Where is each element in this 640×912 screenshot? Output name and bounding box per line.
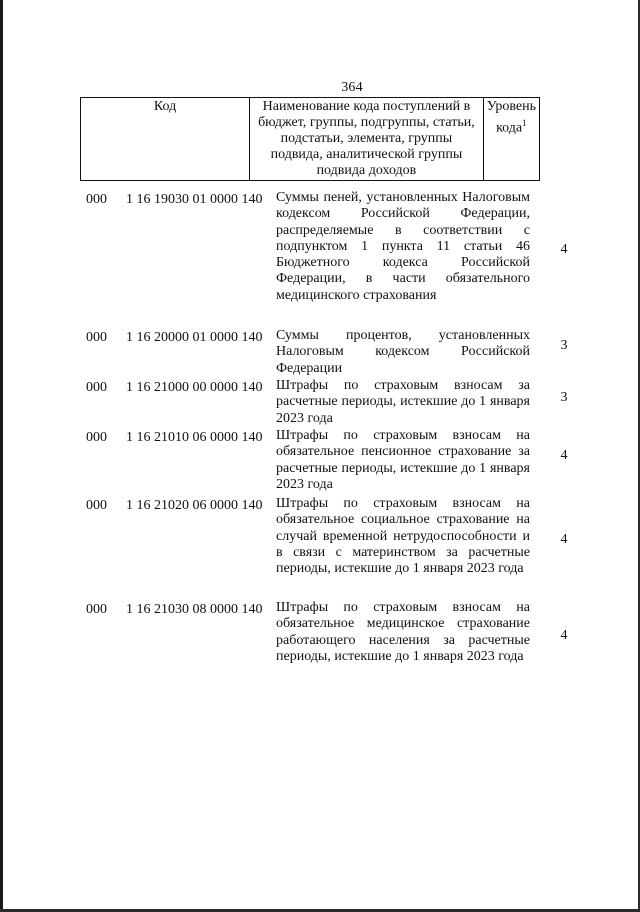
row-admin-code: 000 — [86, 602, 107, 617]
row-level: 4 — [560, 532, 568, 547]
table-row — [86, 328, 586, 374]
row-budget-code: 1 16 21020 06 0000 140 — [126, 498, 263, 513]
row-level: 3 — [560, 338, 568, 353]
row-name: Штрафы по страховым взносам на обязательное пенсионное страхование за расчетные периоды, истекшие до 1 января 2023 года — [276, 428, 530, 492]
row-admin-code: 000 — [86, 330, 107, 345]
row-name: Штрафы по страховым взносам за расчетные периоды, истекшие до 1 января 2023 года — [276, 378, 530, 426]
income-codes-list — [86, 190, 586, 686]
row-budget-code: 1 16 19030 01 0000 140 — [126, 192, 263, 207]
row-admin-code: 000 — [86, 498, 107, 513]
row-admin-code: 000 — [86, 380, 107, 395]
row-budget-code: 1 16 21000 00 0000 140 — [126, 380, 263, 395]
row-level: 4 — [560, 242, 568, 257]
header-code: Код — [81, 98, 250, 181]
header-level — [483, 98, 539, 181]
page-number: 364 — [341, 80, 363, 95]
row-admin-code: 000 — [86, 192, 107, 207]
row-level: 3 — [560, 390, 568, 405]
row-budget-code: 1 16 21010 06 0000 140 — [126, 430, 263, 445]
row-name: Суммы пеней, установленных Налоговым кодексом Российской Федерации, распределяемые в соответствии с подпунктом 1 пункта 11 статьи 46 Бюджетного кодекса Российской Федерации, в части обязательного медицинского страхования — [276, 190, 530, 303]
table-row — [86, 378, 586, 424]
row-budget-code: 1 16 20000 01 0000 140 — [126, 330, 263, 345]
row-level: 4 — [560, 628, 568, 643]
row-name: Суммы процентов, установленных Налоговым кодексом Российской Федерации — [276, 328, 530, 376]
table-row — [86, 190, 586, 324]
row-admin-code: 000 — [86, 430, 107, 445]
row-name: Штрафы по страховым взносам на обязательное медицинское страхование работающего населения за расчетные периоды, истекшие до 1 января 2023 года — [276, 600, 530, 664]
scan-border-left — [0, 0, 3, 912]
table-row — [86, 496, 586, 596]
header-level-footnote: 1 — [522, 118, 527, 128]
table-row — [86, 600, 586, 682]
row-name: Штрафы по страховым взносам на обязательное социальное страхование на случай временной нетрудоспособности и в связи с материнством за расчетные периоды, истекшие до 1 января 2023 года — [276, 496, 530, 577]
row-level: 4 — [560, 448, 568, 463]
header-name: Наименование кода поступлений в бюджет, группы, подгруппы, статьи, подстатьи, элемента, группы подвида, аналитической группы подвида доходов — [250, 98, 484, 181]
row-budget-code: 1 16 21030 08 0000 140 — [126, 602, 263, 617]
table-row — [86, 428, 586, 492]
table-header — [80, 97, 540, 181]
header-level-text: Уровень кода — [486, 99, 536, 136]
